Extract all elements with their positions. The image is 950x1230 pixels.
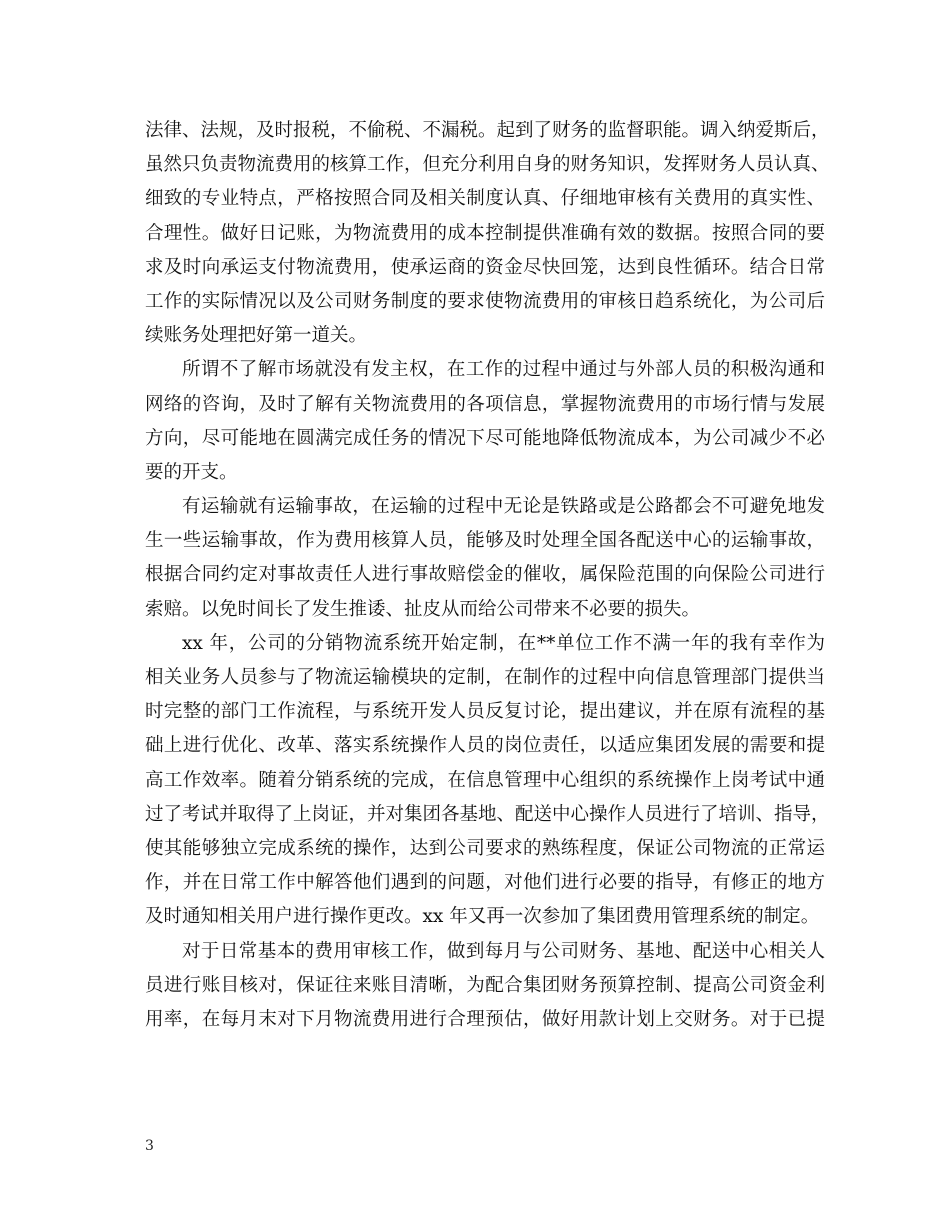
text-line: 索赔。以免时间长了发生推诿、扯皮从而给公司带来不必要的损失。 xyxy=(145,598,701,620)
text-line: 合理性。做好日记账，为物流费用的成本控制提供准确有效的数据。按照合同的要 xyxy=(145,222,825,244)
document-body xyxy=(145,114,830,1037)
text-line: 生一些运输事故，作为费用核算人员，能够及时处理全国各配送中心的运输事故， xyxy=(145,530,825,552)
text-line: 工作的实际情况以及公司财务制度的要求使物流费用的审核日趋系统化，为公司后 xyxy=(145,290,825,312)
text-line: 方向，尽可能地在圆满完成任务的情况下尽可能地降低物流成本，为公司减少不必 xyxy=(145,427,825,449)
paragraph-first-line: 所谓不了解市场就没有发主权，在工作的过程中通过与外部人员的积极沟通和 xyxy=(182,359,825,381)
text-line: 员进行账目核对，保证往来账目清晰，为配合集团财务预算控制、提高公司资金利 xyxy=(145,974,825,996)
text-line: 时完整的部门工作流程，与系统开发人员反复讨论，提出建议，并在原有流程的基 xyxy=(145,701,825,723)
page-number: 3 xyxy=(145,1138,154,1154)
paragraph-first-line: xx 年，公司的分销物流系统开始定制，在**单位工作不满一年的我有幸作为 xyxy=(182,632,825,654)
text-line: 求及时向承运支付物流费用，使承运商的资金尽快回笼，达到良性循环。结合日常 xyxy=(145,256,825,278)
paragraph-first-line: 有运输就有运输事故，在运输的过程中无论是铁路或是公路都会不可避免地发 xyxy=(182,496,825,518)
text-line: 使其能够独立完成系统的操作，达到公司要求的熟练程度，保证公司物流的正常运 xyxy=(145,837,825,859)
text-line: 续账务处理把好第一道关。 xyxy=(145,325,368,347)
text-line: 细致的专业特点，严格按照合同及相关制度认真、仔细地审核有关费用的真实性、 xyxy=(145,188,825,210)
text-line: 础上进行优化、改革、落实系统操作人员的岗位责任，以适应集团发展的需要和提 xyxy=(145,735,825,757)
text-line: 网络的咨询，及时了解有关物流费用的各项信息，掌握物流费用的市场行情与发展 xyxy=(145,393,825,415)
text-line: 高工作效率。随着分销系统的完成，在信息管理中心组织的系统操作上岗考试中通 xyxy=(145,769,825,791)
paragraph-first-line: 对于日常基本的费用审核工作，做到每月与公司财务、基地、配送中心相关人 xyxy=(182,940,825,962)
text-line: 虽然只负责物流费用的核算工作，但充分利用自身的财务知识，发挥财务人员认真、 xyxy=(145,154,830,176)
text-line: 作，并在日常工作中解答他们遇到的问题，对他们进行必要的指导，有修正的地方 xyxy=(145,872,825,894)
text-line: 根据合同约定对事故责任人进行事故赔偿金的催收，属保险范围的向保险公司进行 xyxy=(145,564,825,586)
text-line: 相关业务人员参与了物流运输模块的定制，在制作的过程中向信息管理部门提供当 xyxy=(145,667,825,688)
text-line: 及时通知相关用户进行操作更改。xx 年又再一次参加了集团费用管理系统的制定。 xyxy=(145,906,820,928)
text-line: 过了考试并取得了上岗证，并对集团各基地、配送中心操作人员进行了培训、指导， xyxy=(145,803,830,825)
text-line: 要的开支。 xyxy=(145,461,238,483)
text-line: 用率，在每月末对下月物流费用进行合理预估，做好用款计划上交财务。对于已提 xyxy=(145,1008,825,1030)
text-line: 法律、法规，及时报税，不偷税、不漏税。起到了财务的监督职能。调入纳爱斯后， xyxy=(145,120,830,141)
